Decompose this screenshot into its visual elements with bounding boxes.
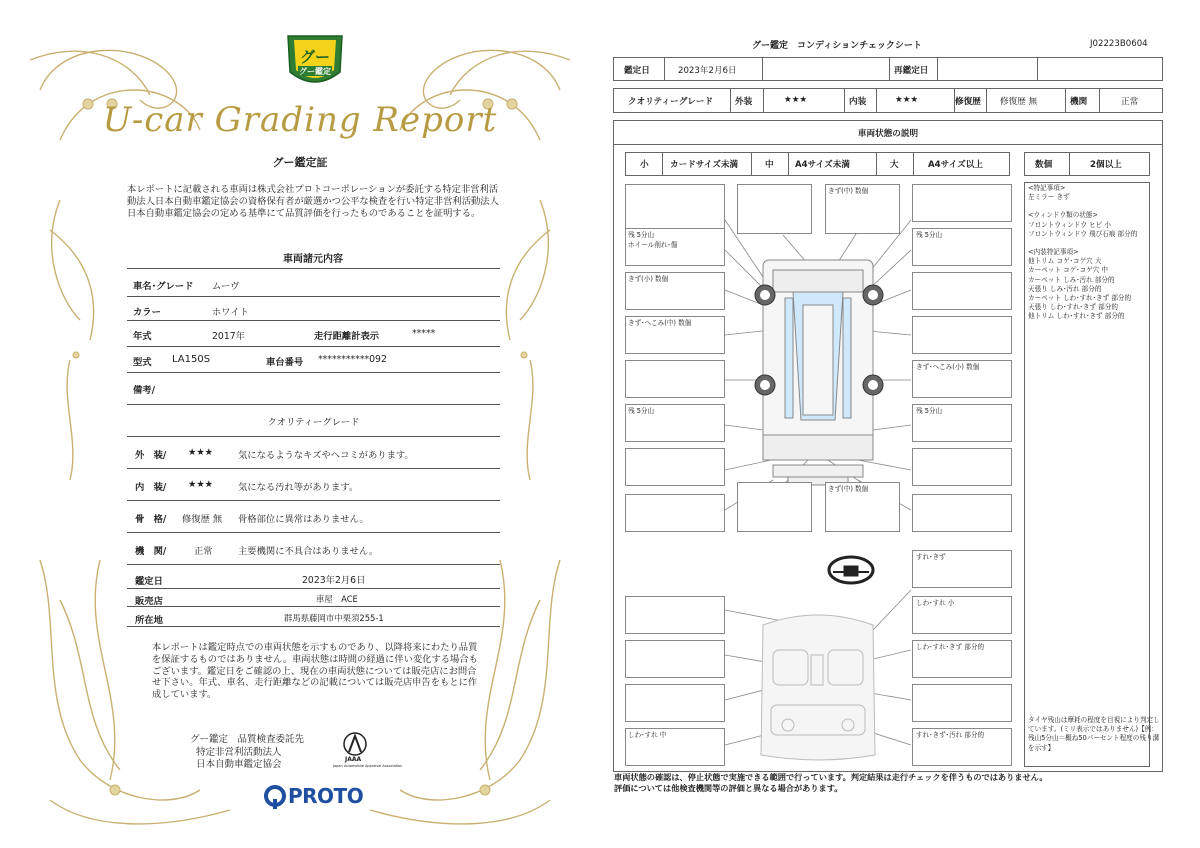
cell-divider [876, 153, 877, 175]
diagram-box [625, 596, 725, 634]
diagram-box [912, 184, 1012, 222]
damage-label: きず(中) 数個 [828, 485, 869, 493]
color-value: ホワイト [212, 307, 249, 318]
cell-divider [763, 89, 764, 112]
divider [127, 532, 500, 533]
divider [127, 588, 500, 589]
spec-heading: 車両諸元内容 [283, 254, 343, 265]
document-id: J02223B0604 [1090, 39, 1148, 49]
engine-desc: 主要機関に不具合はありません。 [238, 546, 379, 557]
damage-label: きず(中) 数個 [828, 187, 869, 195]
diagram-box [737, 482, 812, 532]
proto-text: PROTO [288, 784, 364, 808]
svg-text:グー: グー [299, 48, 331, 66]
cell-divider [730, 89, 731, 112]
damage-label: しわ･すれ 中 [628, 731, 667, 739]
dealer-label: 販売店 [135, 596, 163, 607]
note-line: 左ミラー きず [1028, 193, 1070, 202]
footer-line: 車両状態の確認は、停止状態で実施できる範囲で行っています。判定結果は走行チェックを伴うものではありません。 [614, 772, 1048, 782]
reappraisal-label: 再鑑定日 [894, 66, 929, 76]
note-line: 他トリム しわ･すれ･きず 部分的 [1028, 312, 1125, 321]
model-value: LA150S [172, 354, 211, 365]
chassis-value: ***********092 [318, 354, 387, 365]
jaaa-label: JAAA [345, 756, 362, 763]
cell-divider [889, 58, 890, 80]
interior-desc: 気になる汚れ等があります。 [238, 482, 359, 493]
damage-label: しわ･すれ 小 [916, 599, 955, 607]
engine-value: 正常 [194, 546, 213, 557]
certificate-note: 本レポートは鑑定時点での車両状態を示すものであり、以降将来にわたり品質を保証するものではありません。車両状態は時間の経過に伴い変化する場合もございます。鑑定日をご確認の上、現在の車両状態については販売店にお問合せ下さい。年式、車名、走行距離などの記載については販売店申告をもとに作成しています。 [152, 642, 478, 701]
sheet-exterior-value: ★★★ [784, 95, 808, 105]
cell-divider [1069, 153, 1070, 175]
certificate-intro: 本レポートに記載される車両は株式会社プロトコーポレーションが委託する特定非営利活動法人日本自動車鑑定協会の資格保有者が厳選かつ公平な検査を行い特定非営利活動法人日本自動車鑑定協会の定める基準にて品質評価を行ったものであることを証明する。 [127, 184, 499, 219]
condition-heading: 車両状態の説明 [857, 129, 919, 139]
divider [127, 346, 500, 347]
remarks-label: 備考/ [133, 385, 155, 396]
footer-line: 評価については他検査機関等の評価と異なる場合があります。 [614, 783, 843, 793]
color-label: カラー [133, 307, 161, 318]
sheet-title: グー鑑定 コンディションチェックシート [752, 41, 922, 51]
size-small-desc: カードサイズ未満 [670, 160, 739, 170]
name-label: 車名･グレード [133, 281, 194, 292]
note-line: 天張り しわ･すれ･きず 部分的 [1028, 303, 1118, 312]
damage-label: ホイール削れ･傷 [628, 241, 678, 249]
diagram-box [912, 272, 1012, 310]
damage-label: 残 5分山 [916, 407, 943, 415]
count-value: 2個以上 [1090, 160, 1122, 170]
damage-label: 残 5分山 [916, 231, 943, 239]
size-large-desc: A4サイズ以上 [928, 160, 983, 170]
damage-label: すれ･きず [916, 553, 946, 561]
special-notes [1028, 184, 1158, 322]
exterior-stars: ★★★ [188, 447, 214, 458]
divider [127, 372, 500, 373]
sheet-exterior-label: 外装 [735, 97, 753, 107]
damage-label: すれ･きず･汚れ 部分的 [916, 731, 985, 739]
size-large: 大 [890, 160, 899, 170]
year-value: 2017年 [212, 331, 245, 342]
size-mid-desc: A4サイズ未満 [795, 160, 850, 170]
note-line: <ウィンドウ類の状態> [1028, 211, 1098, 220]
diagram-box [737, 184, 812, 234]
cell-divider [913, 153, 914, 175]
proto-logo [264, 784, 374, 810]
damage-label: しわ･すれ･きず 部分的 [916, 643, 985, 651]
divider [127, 606, 500, 607]
date-label: 鑑定日 [135, 576, 163, 587]
divider [127, 626, 500, 627]
date-value: 2023年2月6日 [302, 575, 366, 586]
note-line: カーペット しわ･すれ･きず 部分的 [1028, 294, 1132, 303]
year-label: 年式 [133, 331, 152, 342]
goo-kantei-logo [284, 30, 346, 94]
damage-label: きず(小) 数個 [628, 275, 669, 283]
divider [127, 296, 500, 297]
cell-divider [762, 58, 763, 80]
divider [127, 468, 500, 469]
sheet-engine-label: 機関 [1070, 97, 1088, 107]
footer-line: 日本自動車鑑定協会 [196, 759, 282, 770]
note-line: フロントウィンドウ 飛び石痕 部分的 [1028, 229, 1138, 238]
diagram-box [912, 494, 1012, 532]
steering-wheel-icon [829, 557, 873, 583]
report-title: U-car Grading Report [102, 100, 498, 140]
diagram-box [625, 448, 725, 486]
note-line: 他トリム コゲ･コゲ穴 大 [1028, 257, 1102, 266]
diagram-box [625, 640, 725, 678]
cell-divider [1065, 89, 1066, 112]
sheet-date-value: 2023年2月6日 [678, 66, 737, 76]
note-line [1028, 239, 1158, 248]
dealer-value: 車屋 ACE [316, 594, 358, 604]
cell-divider [662, 153, 663, 175]
sheet-date-label: 鑑定日 [624, 66, 650, 76]
diagram-box [625, 494, 725, 532]
diagram-box [912, 316, 1012, 354]
jaaa-subtitle: Japan Automobile Appraisal Association [333, 764, 403, 768]
tire-note: タイヤ残山は摩耗の程度を目視により判定しています。(ミリ表示ではありません)【例：残山5分山＝概ね50パーセント程度の残り溝を示す】 [1028, 716, 1160, 752]
damage-label: きず･へこみ(中) 数個 [628, 319, 692, 327]
sheet-footer [614, 772, 1048, 794]
cell-divider [937, 58, 938, 80]
frame-desc: 骨格部位に異常はありません。 [238, 514, 369, 525]
divider [127, 320, 500, 321]
note-line: フロントウィンドウ ヒビ 小 [1028, 220, 1111, 229]
address-label: 所在地 [135, 615, 163, 626]
size-small: 小 [640, 160, 649, 170]
divider [613, 144, 1163, 145]
damage-label: 残 5分山 [628, 407, 655, 415]
cell-divider [751, 153, 752, 175]
cell-divider [1099, 89, 1100, 112]
frame-label: 骨 格/ [135, 514, 167, 525]
diagram-box [625, 684, 725, 722]
cell-divider [664, 58, 665, 80]
divider [127, 436, 500, 437]
note-line: カーペット しみ･汚れ 部分的 [1028, 275, 1115, 284]
footer-line: グー鑑定 品質検査委託先 [190, 734, 305, 745]
sheet-interior-label: 内装 [849, 97, 867, 107]
damage-label: 残 5分山 [628, 231, 655, 239]
divider [127, 500, 500, 501]
name-value: ムーヴ [212, 281, 240, 292]
diagram-box [625, 360, 725, 398]
divider [127, 268, 500, 269]
note-line: <内装特記事項> [1028, 248, 1079, 257]
diagram-box [912, 448, 1012, 486]
sheet-interior-value: ★★★ [895, 95, 919, 105]
jaaa-logo [333, 730, 403, 780]
chassis-label: 車台番号 [266, 357, 304, 368]
footer-line: 特定非営利活動法人 [196, 746, 282, 758]
certificate-subtitle: グー鑑定証 [272, 156, 328, 169]
size-mid: 中 [765, 160, 774, 170]
interior-stars: ★★★ [188, 479, 214, 490]
interior-label: 内 装/ [135, 482, 167, 493]
engine-label: 機 関/ [135, 546, 167, 557]
repair-label: 修復歴 [955, 97, 981, 107]
count-label: 数個 [1035, 160, 1053, 170]
damage-label: きず･へこみ(小) 数個 [916, 363, 980, 371]
frame-value: 修復歴 無 [182, 514, 223, 525]
address-value: 群馬県藤岡市中栗須255-1 [284, 613, 384, 623]
cell-divider [1037, 58, 1038, 80]
diagram-box [912, 684, 1012, 722]
sheet-engine-value: 正常 [1121, 97, 1139, 107]
diagram-box [625, 184, 725, 234]
note-line: <特記事項> [1028, 184, 1066, 192]
divider [127, 404, 500, 405]
quality-label: クオリティーグレード [628, 97, 714, 107]
cell-divider [788, 153, 789, 175]
mileage-label: 走行距離計表示 [314, 331, 380, 342]
mileage-value: ***** [412, 328, 436, 339]
note-line: 天張り しみ･汚れ 部分的 [1028, 284, 1102, 293]
note-line: カーペット コゲ･コゲ穴 中 [1028, 266, 1109, 275]
repair-value: 修復歴 無 [1000, 97, 1038, 107]
exterior-label: 外 装/ [135, 450, 167, 461]
exterior-desc: 気になるようなキズやヘコミがあります。 [238, 450, 414, 461]
cell-divider [844, 89, 845, 112]
divider [127, 564, 500, 565]
logo-text: グー鑑定 [299, 67, 331, 76]
quality-heading: クオリティーグレード [267, 417, 360, 428]
cell-divider [876, 89, 877, 112]
model-label: 型式 [133, 357, 152, 368]
certificate-footer [190, 734, 330, 772]
cell-divider [986, 89, 987, 112]
